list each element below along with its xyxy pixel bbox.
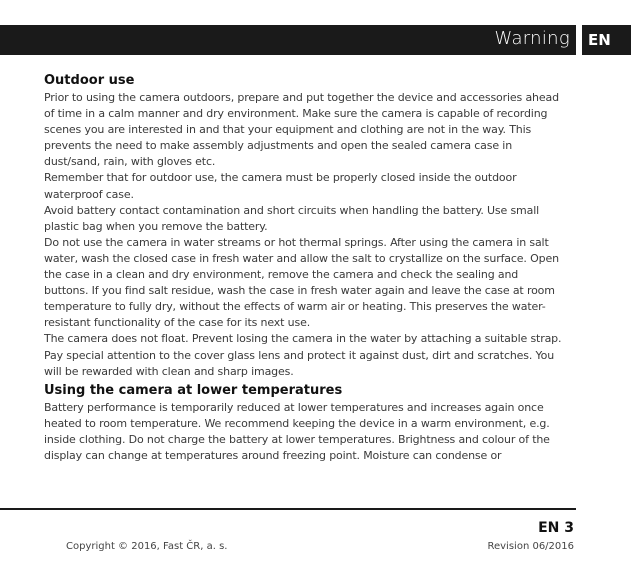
paragraph: Prior to using the camera outdoors, prepare and put together the device and accessories ahead of time in a calm manner and dry environment. Make sure the camera is capable of recording scenes you are interested in and that your equipment and clothing are not in the way. This prevents the need to make assembly adjustments and open the sealed camera case in dust/sand, rain, with gloves etc. bbox=[44, 91, 559, 169]
header-bar bbox=[0, 25, 576, 55]
paragraph: Pay special attention to the cover glass lens and protect it against dust, dirt and scratches. You will be rewarded with clean and sharp images. bbox=[44, 348, 555, 378]
section-heading: Using the camera at lower temperatures bbox=[44, 382, 343, 398]
paragraph: Battery performance is temporarily reduced at lower temperatures and increases again once heated to room temperature. We recommend keeping the device in a warm environment, e.g. inside clothing. Do not charge the battery at lower temperatures. Brightness and colour of the display can change at temperatures around freezing point. Moisture can condense or bbox=[44, 400, 550, 462]
footer-divider bbox=[0, 508, 576, 510]
paragraph: Do not use the camera in water streams or hot thermal springs. After using the camera in salt water, wash the closed case in fresh water and allow the salt to crystallize on the surface. Open the case in a clean and dry environment, remove the camera and check the sealing and buttons. If you find salt residue, wash the case in fresh water again and leave the case at room temperature to fully dry, without the effects of warm air or heating. This preserves the water-resistant functionality of the case for its next use. bbox=[44, 235, 559, 330]
section-heading: Outdoor use bbox=[44, 73, 135, 88]
paragraph: Avoid battery contact contamination and short circuits when handling the battery. Use small plastic bag when you remove the battery. bbox=[44, 203, 540, 233]
document-body bbox=[44, 72, 564, 464]
page-number: EN 3 bbox=[538, 520, 574, 536]
revision-label: Revision 06/2016 bbox=[487, 541, 574, 552]
language-badge: EN bbox=[582, 25, 631, 55]
copyright-notice: Copyright © 2016, Fast ČR, a. s. bbox=[66, 541, 228, 552]
paragraph: The camera does not float. Prevent losing the camera in the water by attaching a suitable strap. bbox=[44, 332, 562, 346]
paragraph: Remember that for outdoor use, the camera must be properly closed inside the outdoor waterproof case. bbox=[44, 171, 517, 201]
page-title: Warning bbox=[494, 28, 570, 49]
